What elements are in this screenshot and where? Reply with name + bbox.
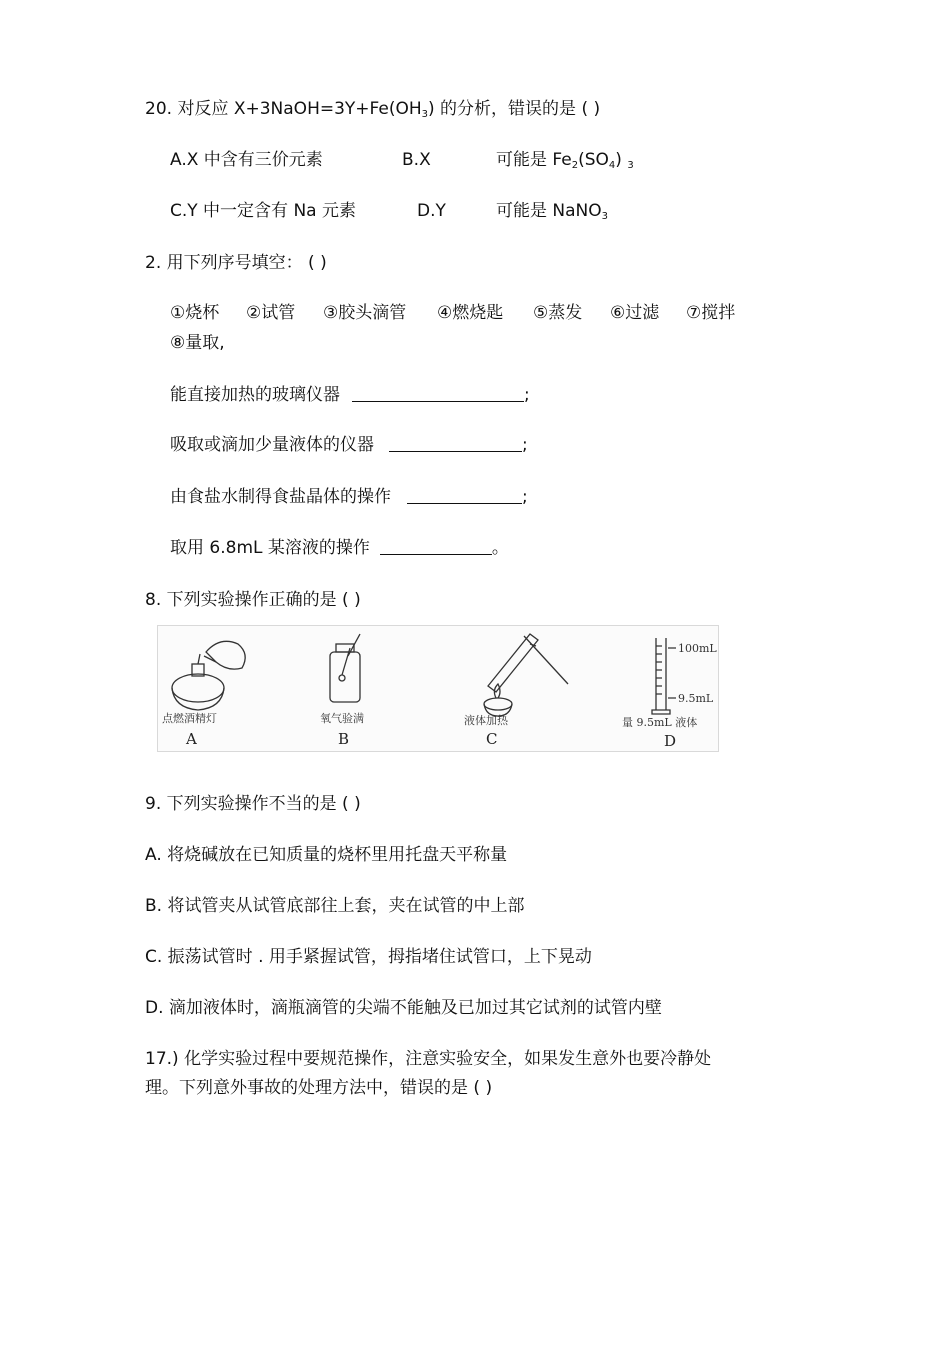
q20-option-d-formula: 可能是 NaNO	[496, 201, 602, 221]
q2-item-8: ⑧量取,	[170, 333, 225, 353]
q20-stem-suffix: ) 的分析，错误的是 ( )	[428, 99, 601, 119]
letter-b: B	[338, 730, 350, 748]
q9-option-c: C. 振荡试管时 . 用手紧握试管，拇指堵住试管口，上下晃动	[145, 947, 592, 967]
q9-option-d: D. 滴加液体时，滴瓶滴管的尖端不能触及已加过其它试剂的试管内壁	[145, 998, 662, 1018]
period-mark: 。	[491, 538, 509, 558]
test-tube-heating-icon	[484, 634, 568, 716]
semicolon: ;	[522, 487, 528, 507]
q20-option-b-sub1: 2	[571, 160, 579, 171]
q20-option-b-end: )	[615, 150, 622, 170]
q17-stem-line-1: 17.) 化学实验过程中要规范操作，注意实验安全，如果发生意外也要冷静处	[145, 1049, 712, 1069]
q20-option-b-mid: (SO	[578, 150, 609, 170]
q8-stem: 8. 下列实验操作正确的是 ( )	[145, 590, 361, 610]
q2-item-3: ③胶头滴管	[323, 303, 407, 323]
q2-blank-row-1	[170, 384, 530, 406]
q9-stem: 9. 下列实验操作不当的是 ( )	[145, 794, 361, 814]
q20-option-d-label: D.Y	[417, 201, 446, 221]
letter-c: C	[486, 730, 498, 748]
q20-option-b-sub3: 3	[627, 160, 634, 171]
q20-option-b-text	[496, 149, 634, 177]
q2-blank-label-2: 吸取或滴加少量液体的仪器	[170, 435, 374, 455]
answer-blank-3[interactable]	[407, 487, 522, 504]
q20-option-b-sub2: 4	[608, 160, 616, 171]
letter-a: A	[186, 730, 197, 748]
lab-operations-figure	[157, 625, 719, 752]
q20-option-d-sub: 3	[601, 211, 609, 222]
q20-stem-subscript: 3	[421, 109, 429, 120]
q20-option-a: A.X 中含有三价元素	[170, 150, 323, 170]
gas-bottle-icon	[330, 634, 360, 702]
caption-b: 氧气验满	[320, 712, 364, 725]
q2-item-5: ⑤蒸发	[533, 303, 583, 323]
cylinder-mark-label: 9.5mL	[678, 692, 714, 705]
caption-a: 点燃酒精灯	[162, 712, 217, 725]
q17-stem-line-2: 理。下列意外事故的处理方法中，错误的是 ( )	[145, 1078, 493, 1098]
caption-c: 液体加热	[464, 714, 508, 727]
q2-stem: 2. 用下列序号填空： ( )	[145, 253, 327, 273]
lab-operations-illustration	[158, 626, 718, 751]
graduated-cylinder-icon	[652, 638, 676, 714]
answer-blank-4[interactable]	[380, 538, 492, 555]
q20-option-b-formula: 可能是 Fe	[496, 150, 572, 170]
q9-option-b: B. 将试管夹从试管底部往上套，夹在试管的中上部	[145, 896, 525, 916]
answer-blank-2[interactable]	[389, 435, 522, 452]
q9-option-a: A. 将烧碱放在已知质量的烧杯里用托盘天平称量	[145, 845, 508, 865]
alcohol-lamp-icon	[172, 641, 245, 710]
q20-stem	[145, 98, 600, 126]
q20-option-d-text	[496, 200, 608, 228]
q2-blank-label-1: 能直接加热的玻璃仪器	[170, 385, 340, 405]
letter-d: D	[664, 732, 677, 750]
q20-option-c: C.Y 中一定含有 Na 元素	[170, 201, 357, 221]
q2-blank-label-4: 取用 6.8mL 某溶液的操作	[170, 538, 370, 558]
q2-item-2: ②试管	[246, 303, 296, 323]
q2-item-7: ⑦搅拌	[686, 303, 736, 323]
q2-blank-row-3	[170, 486, 528, 508]
caption-d: 量 9.5mL 液体	[622, 716, 698, 729]
q2-item-6: ⑥过滤	[610, 303, 660, 323]
q20-option-b-label: B.X	[402, 150, 431, 170]
q2-item-4: ④燃烧匙	[437, 303, 504, 323]
answer-blank-1[interactable]	[352, 385, 524, 402]
semicolon: ;	[524, 385, 530, 405]
semicolon: ;	[522, 435, 528, 455]
q2-blank-label-3: 由食盐水制得食盐晶体的操作	[170, 487, 391, 507]
q2-blank-row-4	[170, 537, 509, 559]
q2-item-1: ①烧杯	[170, 303, 220, 323]
q20-stem-text: 20. 对反应 X+3NaOH=3Y+Fe(OH	[145, 99, 422, 119]
cylinder-top-label: 100mL	[678, 642, 717, 655]
q2-blank-row-2	[170, 434, 528, 456]
